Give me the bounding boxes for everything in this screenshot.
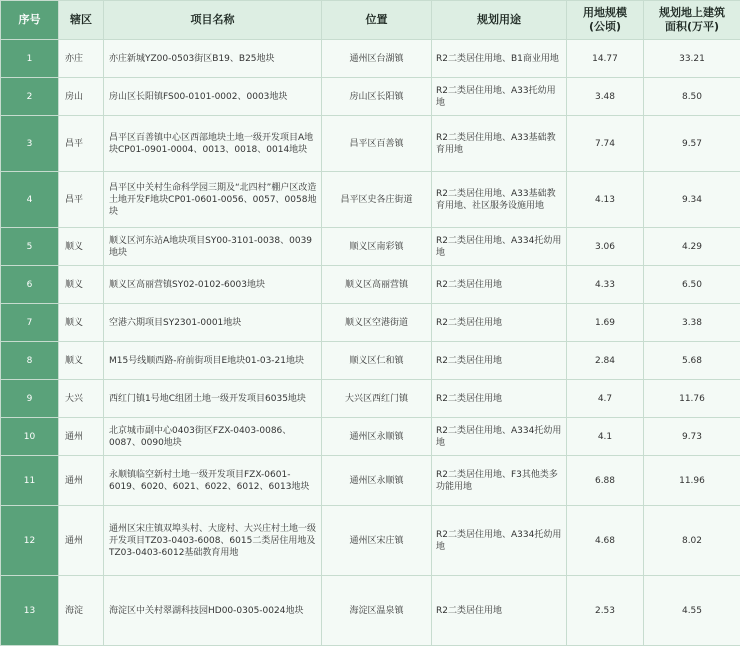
header-floor-area: 规划地上建筑 面积(万平) [644,1,740,40]
cell-name: 昌平区百善镇中心区西部地块土地一级开发项目A地块CP01-0901-0004、0013、0018、0014地块 [104,116,322,172]
cell-usage: R2二类居住用地、B1商业用地 [432,40,567,78]
cell-usage: R2二类居住用地、A334托幼用地 [432,506,567,576]
cell-seq: 6 [1,266,59,304]
header-location: 位置 [322,1,432,40]
cell-name: 永顺镇临空新村土地一级开发项目FZX-0601-6019、6020、6021、6022、6012、6013地块 [104,456,322,506]
cell-seq: 4 [1,172,59,228]
cell-seq: 12 [1,506,59,576]
cell-seq: 11 [1,456,59,506]
cell-floor-area: 4.55 [644,576,740,646]
cell-floor-area: 11.96 [644,456,740,506]
cell-area: 4.33 [567,266,644,304]
cell-location: 通州区宋庄镇 [322,506,432,576]
cell-district: 昌平 [59,172,104,228]
cell-location: 海淀区温泉镇 [322,576,432,646]
table-row [1,172,740,228]
cell-usage: R2二类居住用地 [432,304,567,342]
table-row [1,40,740,78]
cell-district: 顺义 [59,304,104,342]
cell-seq: 3 [1,116,59,172]
cell-location: 大兴区西红门镇 [322,380,432,418]
cell-district: 顺义 [59,228,104,266]
cell-area: 7.74 [567,116,644,172]
cell-name: 房山区长阳镇FS00-0101-0002、0003地块 [104,78,322,116]
cell-area: 4.13 [567,172,644,228]
cell-usage: R2二类居住用地、A33基础教育用地、社区服务设施用地 [432,172,567,228]
cell-usage: R2二类居住用地 [432,380,567,418]
cell-floor-area: 8.02 [644,506,740,576]
cell-name: 西红门镇1号地C组团土地一级开发项目6035地块 [104,380,322,418]
cell-floor-area: 4.29 [644,228,740,266]
cell-name: 昌平区中关村生命科学园三期及“北四村”棚户区改造土地开发F地块CP01-0601-0056、0057、0058地块 [104,172,322,228]
cell-district: 顺义 [59,266,104,304]
table-row [1,304,740,342]
cell-floor-area: 8.50 [644,78,740,116]
cell-district: 昌平 [59,116,104,172]
table-row [1,228,740,266]
header-seq: 序号 [1,1,59,40]
cell-district: 顺义 [59,342,104,380]
cell-district: 房山 [59,78,104,116]
cell-location: 通州区永顺镇 [322,456,432,506]
header-district: 辖区 [59,1,104,40]
header-usage: 规划用途 [432,1,567,40]
cell-floor-area: 6.50 [644,266,740,304]
cell-area: 4.7 [567,380,644,418]
table-row [1,576,740,646]
cell-usage: R2二类居住用地 [432,342,567,380]
header-area: 用地规模 (公顷) [567,1,644,40]
cell-seq: 2 [1,78,59,116]
cell-usage: R2二类居住用地、A334托幼用地 [432,418,567,456]
cell-district: 海淀 [59,576,104,646]
cell-area: 4.68 [567,506,644,576]
cell-seq: 9 [1,380,59,418]
cell-floor-area: 5.68 [644,342,740,380]
cell-usage: R2二类居住用地、A33托幼用地 [432,78,567,116]
cell-seq: 8 [1,342,59,380]
cell-name: 海淀区中关村翠湖科技园HD00-0305-0024地块 [104,576,322,646]
cell-district: 通州 [59,418,104,456]
cell-area: 2.84 [567,342,644,380]
cell-usage: R2二类居住用地、A33基础教育用地 [432,116,567,172]
table-row [1,78,740,116]
cell-floor-area: 33.21 [644,40,740,78]
cell-seq: 1 [1,40,59,78]
cell-district: 亦庄 [59,40,104,78]
cell-name: 亦庄新城YZ00-0503街区B19、B25地块 [104,40,322,78]
cell-district: 通州 [59,506,104,576]
table-row [1,418,740,456]
cell-location: 昌平区百善镇 [322,116,432,172]
cell-floor-area: 3.38 [644,304,740,342]
cell-area: 2.53 [567,576,644,646]
cell-location: 顺义区仁和镇 [322,342,432,380]
cell-name: 通州区宋庄镇双埠头村、大庞村、大兴庄村土地一级开发项目TZ03-0403-6008、6015二类居住用地及TZ03-0403-6012基础教育用地 [104,506,322,576]
cell-name: 北京城市副中心0403街区FZX-0403-0086、0087、0090地块 [104,418,322,456]
cell-floor-area: 11.76 [644,380,740,418]
cell-location: 通州区台湖镇 [322,40,432,78]
cell-floor-area: 9.73 [644,418,740,456]
cell-location: 顺义区南彩镇 [322,228,432,266]
cell-location: 顺义区高丽营镇 [322,266,432,304]
cell-district: 大兴 [59,380,104,418]
cell-seq: 10 [1,418,59,456]
table-row [1,506,740,576]
cell-area: 14.77 [567,40,644,78]
cell-seq: 7 [1,304,59,342]
cell-name: 顺义区河东站A地块项目SY00-3101-0038、0039地块 [104,228,322,266]
table-row [1,380,740,418]
table-row [1,342,740,380]
cell-area: 4.1 [567,418,644,456]
cell-location: 顺义区空港街道 [322,304,432,342]
header-name: 项目名称 [104,1,322,40]
cell-area: 1.69 [567,304,644,342]
cell-usage: R2二类居住用地、A334托幼用地 [432,228,567,266]
table-row [1,116,740,172]
header-row [1,1,740,40]
cell-name: 顺义区高丽营镇SY02-0102-6003地块 [104,266,322,304]
cell-usage: R2二类居住用地 [432,576,567,646]
cell-district: 通州 [59,456,104,506]
cell-floor-area: 9.34 [644,172,740,228]
cell-area: 3.06 [567,228,644,266]
cell-floor-area: 9.57 [644,116,740,172]
cell-area: 6.88 [567,456,644,506]
cell-usage: R2二类居住用地、F3其他类多功能用地 [432,456,567,506]
cell-location: 通州区永顺镇 [322,418,432,456]
cell-name: M15号线顺西路-府前街项目E地块01-03-21地块 [104,342,322,380]
cell-area: 3.48 [567,78,644,116]
table-body [1,40,740,646]
table-row [1,266,740,304]
cell-location: 昌平区史各庄街道 [322,172,432,228]
cell-seq: 5 [1,228,59,266]
cell-name: 空港六期项目SY2301-0001地块 [104,304,322,342]
cell-seq: 13 [1,576,59,646]
cell-usage: R2二类居住用地 [432,266,567,304]
table-header [1,1,740,40]
table-row [1,456,740,506]
cell-location: 房山区长阳镇 [322,78,432,116]
